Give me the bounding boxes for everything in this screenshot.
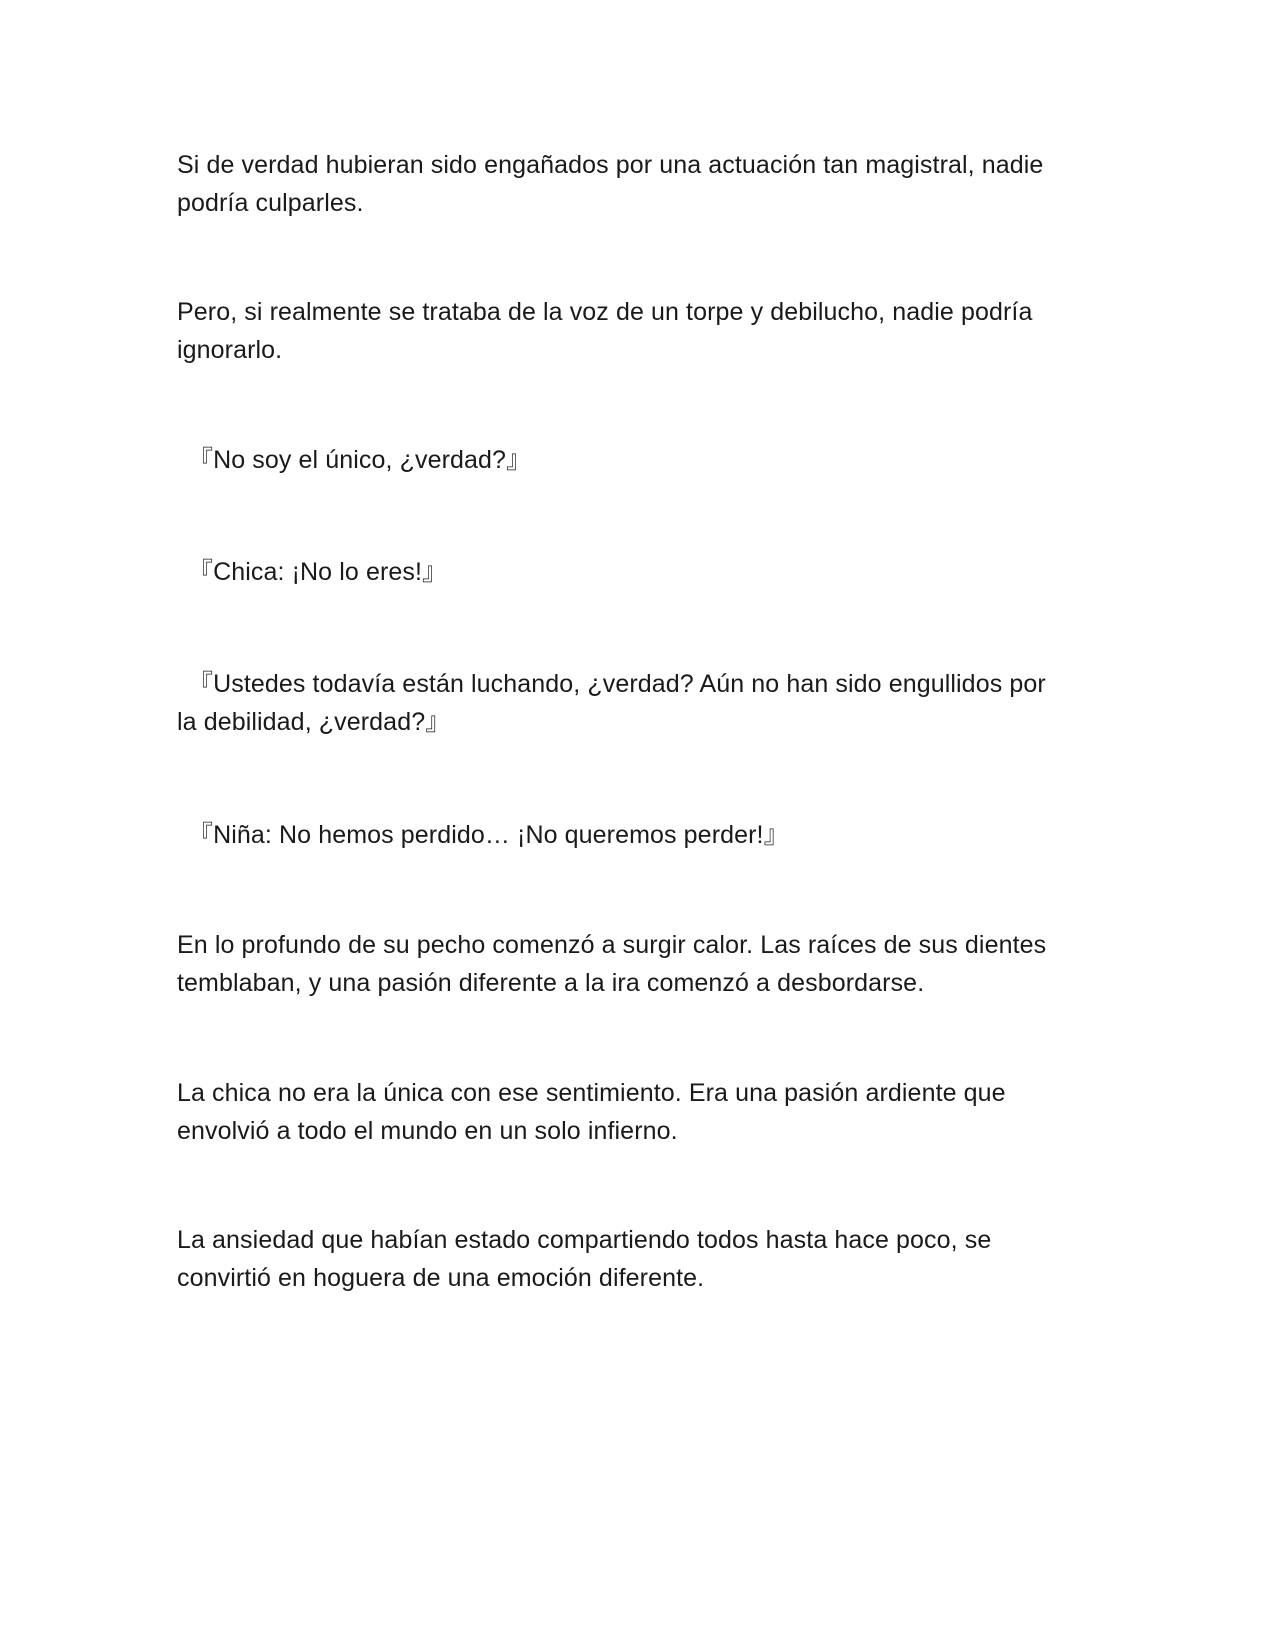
dialogue-paragraph <box>188 816 1118 854</box>
text-line: 『Ustedes todavía están luchando, ¿verdad? Aún no han sido engullidos por <box>188 670 1046 698</box>
text-line: La ansiedad que habían estado compartiendo todos hasta hace poco, se <box>177 1226 992 1254</box>
dialogue-paragraph <box>188 441 1118 479</box>
paragraph <box>177 1074 1107 1150</box>
text-line: convirtió en hoguera de una emoción diferente. <box>177 1264 705 1292</box>
text-line: ignorarlo. <box>177 336 283 364</box>
paragraph <box>177 926 1107 1002</box>
text-line: 『No soy el único, ¿verdad?』 <box>188 446 532 474</box>
text-line: La chica no era la única con ese sentimiento. Era una pasión ardiente que <box>177 1079 1006 1107</box>
dialogue-paragraph <box>188 553 1118 591</box>
text-line: 『Chica: ¡No lo eres!』 <box>188 558 448 586</box>
text-line: podría culparles. <box>177 189 364 217</box>
dialogue-paragraph <box>177 665 1107 741</box>
text-line: envolvió a todo el mundo en un solo infierno. <box>177 1117 678 1145</box>
text-line: 『Niña: No hemos perdido… ¡No queremos perder!』 <box>188 821 789 849</box>
paragraph <box>177 293 1107 369</box>
paragraph <box>177 146 1107 222</box>
paragraph <box>177 1221 1107 1297</box>
text-line: la debilidad, ¿verdad?』 <box>177 708 451 736</box>
text-line: En lo profundo de su pecho comenzó a surgir calor. Las raíces de sus dientes <box>177 931 1047 959</box>
text-line: Pero, si realmente se trataba de la voz de un torpe y debilucho, nadie podría <box>177 298 1033 326</box>
text-line: temblaban, y una pasión diferente a la ira comenzó a desbordarse. <box>177 969 925 997</box>
text-line: Si de verdad hubieran sido engañados por una actuación tan magistral, nadie <box>177 151 1044 179</box>
